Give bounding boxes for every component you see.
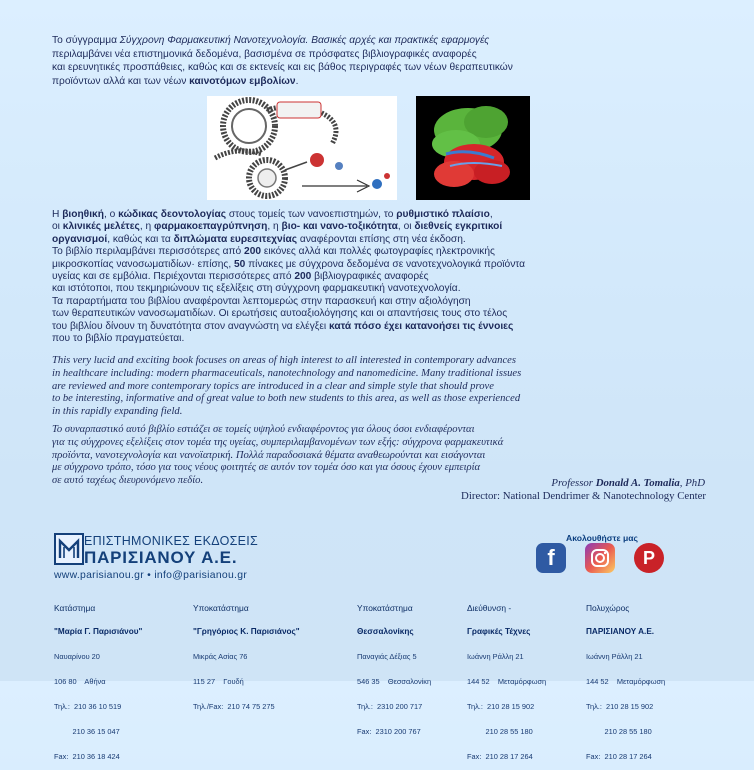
intro-text: προϊόντων αλλά και των νέων: [52, 75, 190, 87]
signature-name: Professor Donald A. Tomalia, PhD: [551, 477, 705, 489]
store-column: Κατάστημα "Μαρία Γ. Παρισιάνου" Ναυαρίνου 20 106 80 Αθήνα Τηλ.: 210 36 10 519 210 36 15 047 Fax: 210 36 18 424: [54, 602, 143, 761]
follow-us-label: Ακολουθήστε μας: [566, 533, 638, 543]
email-link[interactable]: info@parisianou.gr: [154, 570, 248, 581]
store-column: Υποκατάστημα "Γρηγόριος Κ. Παρισιάνος" Μικράς Ασίας 76 115 27 Γουδή Τηλ./Fax: 210 74 75 275: [193, 602, 300, 712]
protein-structure-image: [416, 96, 530, 200]
store-column: Διεύθυνση - Γραφικές Τέχνες Ιωάννη Ράλλη 21 144 52 Μεταμόρφωση Τηλ.: 210 28 15 902 210 28 55 180 Fax: 210 28 17 264: [467, 602, 547, 761]
nanoparticle-diagram-image: [207, 96, 397, 200]
publisher-line1: ΕΠΙΣΤΗΜΟΝΙΚΕΣ ΕΚΔΟΣΕΙΣ: [84, 534, 259, 548]
publisher-contacts: www.parisianou.gr • info@parisianou.gr: [54, 570, 248, 581]
instagram-icon[interactable]: [585, 543, 615, 573]
english-quote: This very lucid and exciting book focuses on areas of high interest to all interested in contemporary advances in healthcare including: modern pharmaceuticals, nanotechnology and nanomedicine. Many traditional issues are reviewed and more contemporary topics are introduced in a clear and simple style that should prove to be interesting, informative and of great value to both new students to this area, as well as those experienced in this rapidly expanding field.: [52, 355, 522, 418]
intro-text: Το σύγγραμμα: [52, 35, 120, 46]
book-title: Σύγχρονη Φαρμακευτική Νανοτεχνολογία. Βασικές αρχές και πρακτικές εφαρμογές: [119, 35, 490, 46]
pinterest-icon[interactable]: P: [634, 543, 664, 573]
facebook-icon[interactable]: f: [536, 543, 566, 573]
store-column: Πολυχώρος ΠΑΡΙΣΙΑΝΟΥ Α.Ε. Ιωάννη Ράλλη 21 144 52 Μεταμόρφωση Τηλ.: 210 28 15 902 210 28 55 180 Fax: 210 28 17 264: [586, 602, 666, 761]
store-column: Υποκατάστημα Θεσσαλονίκης Παναγιάς Δέξιας 5 546 35 Θεσσαλονίκη Τηλ.: 2310 200 717 Fax: 2310 200 767: [357, 602, 432, 737]
intro-text: .: [295, 75, 299, 87]
greek-quote: Το συναρπαστικό αυτό βιβλίο εστιάζει σε τομείς υψηλού ενδιαφέροντος για όλους όσοι ενδιαφέρονται για τις σύγχρονες εξελίξεις στον τομέα της υγείας, συμπεριλαμβανομένων των εξής: σύγχρονα φαρμακευτικά προϊόντα, νανοτεχνολογία και νανοϊατρική. Πολλά παραδοσιακά θέματα αναθεωρούνται και εισάγονται με σύγχρονο τρόπο, τόσο για τους νέους φοιτητές σε αυτόν τον τομέα όσο και για όσους έχουν εμπειρία σε αυτό ταχέως διευρυνόμενο πεδίο.: [52, 424, 504, 487]
publisher-name: ΠΑΡΙΣΙΑΝΟΥ Α.Ε.: [84, 548, 238, 567]
intro-paragraph: [52, 34, 702, 88]
publisher-logo-icon: [54, 533, 84, 565]
body-paragraph: Η βιοηθική, ο κώδικας δεοντολογίας στους τομείς των νανοεπιστημών, το ρυθμιστικό πλαίσιο, οι κλινικές μελέτες, η φαρμακοεπαγρύπνηση, η βιο- και νανο-τοξικότητα, οι διεθνείς εγκριτικοί οργανισμοί, καθώς και τα διπλώματα ευρεσιτεχνίας αναφέρονται επίσης στη νέα έκδοση. Το βιβλίο περιλαμβάνει περισσότερες από 200 εικόνες αλλά και πολλές φωτογραφίες ηλεκτρονικής μικροσκοπίας νανοσωματιδίων· επίσης, 50 πίνακες με σύγχρονα δεδομένα σε νανοτεχνολογικά προϊόντα υγείας και σε εμβόλια. Περιέχονται περισσότερες από 200 βιβλιογραφικές αναφορές και ιστότοποι, που τεκμηριώνουν τις εξελίξεις στη σύγχρονη φαρμακευτική νανοτεχνολογία. Τα παραρτήματα του βιβλίου αναφέρονται λεπτομερώς στην παρασκευή και στην αξιολόγηση των θεραπευτικών νανοσωματιδίων. Οι ερωτήσεις αυτοαξιολόγησης και οι απαντήσεις τους στο τέλος του βιβλίου δίνουν τη δυνατότητα στον αναγνώστη να ελέγξει κατά πόσο έχει κατανοήσει τις έννοιες που το βιβλίο πραγματεύεται.: [52, 209, 526, 345]
intro-text: περιλαμβάνει νέα επιστημονικά δεδομένα, βασισμένα σε πρόσφατες βιβλιογραφικές αναφορές: [52, 48, 477, 60]
website-link[interactable]: www.parisianou.gr: [54, 570, 144, 581]
intro-bold: καινοτόμων εμβολίων: [189, 75, 296, 87]
intro-text: και ερευνητικές προσπάθειες, καθώς και σε εκτενείς και εις βάθος περιγραφές των νέων θεραπευτικών: [52, 62, 513, 74]
signature-title: Director: National Dendrimer & Nanotechnology Center: [461, 490, 706, 502]
